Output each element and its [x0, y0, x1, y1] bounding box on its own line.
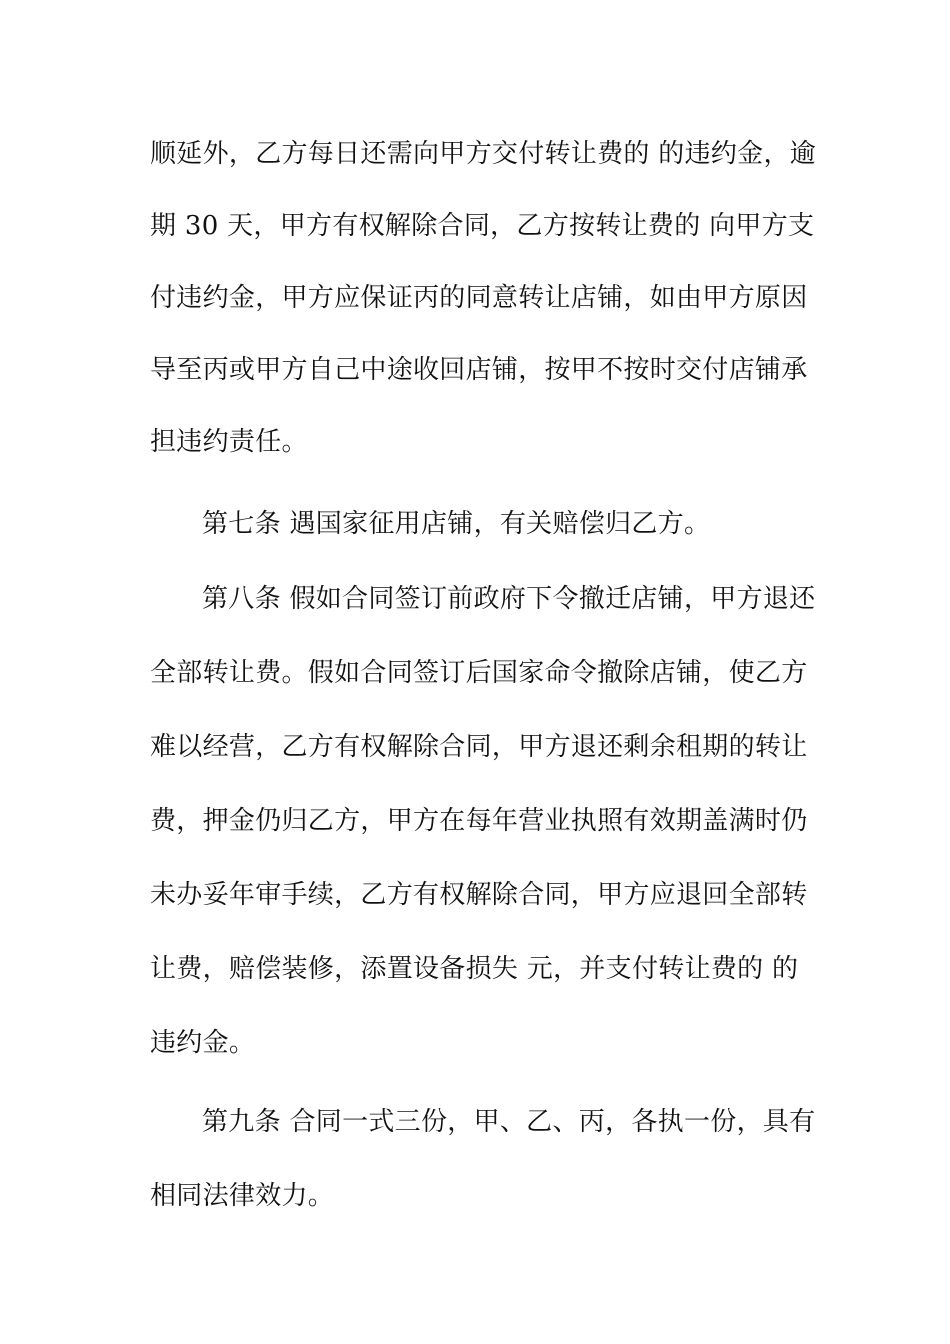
text-line: 第七条 遇国家征用店铺，有关赔偿归乙方。 — [202, 509, 711, 539]
text-line: 期 30 天，甲方有权解除合同，乙方按转让费的 向甲方支 — [150, 211, 815, 241]
text-line: 顺延外，乙方每日还需向甲方交付转让费的 的违约金，逾 — [150, 139, 817, 169]
text-line: 让费，赔偿装修，添置设备损失 元，并支付转让费的 的 — [150, 954, 799, 984]
text-line: 第九条 合同一式三份，甲、乙、丙，各执一份，具有 — [202, 1107, 816, 1137]
text-line: 全部转让费。假如合同签订后国家命令撤除店铺，使乙方 — [150, 658, 808, 688]
text-line: 导至丙或甲方自己中途收回店铺，按甲不按时交付店铺承 — [150, 355, 808, 385]
text-line: 付违约金，甲方应保证丙的同意转让店铺，如由甲方原因 — [150, 283, 808, 313]
text-line: 难以经营，乙方有权解除合同，甲方退还剩余租期的转让 — [150, 732, 808, 762]
text-line: 担违约责任。 — [150, 427, 308, 457]
text-line: 违约金。 — [150, 1028, 256, 1058]
text-line: 第八条 假如合同签订前政府下令撤迁店铺，甲方退还 — [202, 584, 816, 614]
text-line: 相同法律效力。 — [150, 1181, 335, 1211]
text-line: 费，押金仍归乙方，甲方在每年营业执照有效期盖满时仍 — [150, 806, 808, 836]
text-line: 未办妥年审手续，乙方有权解除合同，甲方应退回全部转 — [150, 880, 808, 910]
